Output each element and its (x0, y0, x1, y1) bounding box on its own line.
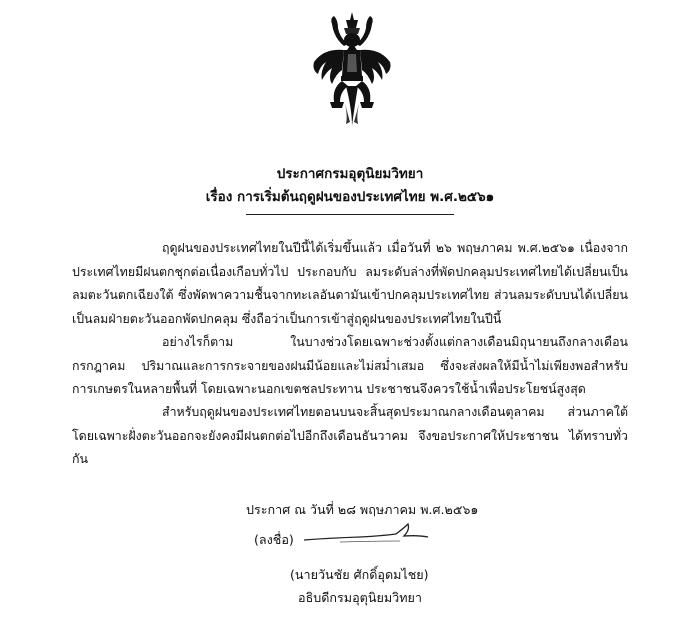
paragraph-3 (72, 400, 628, 471)
paragraph-3-text: สำหรับฤดูฝนของประเทศไทยตอนบนจะสิ้นสุดประมาณกลางเดือนตุลาคม ส่วนภาคใต้โดยเฉพาะฝั่งตะวันออกจะยังคงมีฝนตกต่อไปอีกถึงเดือนธันวาคม จึงขอประกาศให้ประชาชน ได้ทราบทั่วกัน (72, 404, 628, 466)
signatory-name: (นายวันชัย ศักดิ์อุดมไชย) (290, 567, 429, 582)
handwritten-signature (300, 520, 450, 554)
paragraph-2-text: อย่างไรก็ตาม ในบางช่วงโดยเฉพาะช่วงตั้งแต่กลางเดือนมิถุนายนถึงกลางเดือนกรกฎาคม ปริมาณและการกระจายของฝนมีน้อยและไม่สม่ำเสมอ ซึ่งจะส่งผลให้มีน้ำไม่เพียงพอสำหรับการเกษตรในหลายพื้นที่ โดยเฉพาะนอกเขตชลประทาน ประชาชนจึงควรใช้น้ำเพื่อประโยชน์สูงสุด (72, 334, 628, 396)
announcement-heading: ประกาศกรมอุตุนิยมวิทยา (276, 166, 424, 182)
paragraph-2 (72, 330, 628, 401)
announcement-subject: เรื่อง การเริ่มต้นฤดูฝนของประเทศไทย พ.ศ.๒๕๖๑ (205, 189, 495, 205)
signatory-position: อธิบดีกรมอุตุนิยมวิทยา (298, 590, 422, 605)
heading-divider (246, 214, 454, 215)
paragraph-1 (72, 236, 628, 330)
announcement-date: ประกาศ ณ วันที่ ๒๘ พฤษภาคม พ.ศ.๒๕๖๑ (246, 502, 479, 517)
paragraph-1-text: ฤดูฝนของประเทศไทยในปีนี้ได้เริ่มขึ้นแล้ว เมื่อวันที่ ๒๖ พฤษภาคม พ.ศ.๒๕๖๑ เนื่องจากประเทศไทยมีฝนตกชุกต่อเนื่องเกือบทั่วไป ประกอบกับ ลมระดับล่างที่พัดปกคลุมประเทศไทยได้เปลี่ยนเป็นลมตะวันตกเฉียงใต้ ซึ่งพัดพาความชื้นจากทะเลอันดามันเข้าปกคลุมประเทศไทย ส่วนลมระดับบนได้เปลี่ยนเป็นลมฝ่ายตะวันออกพัดปกคลุม ซึ่งถือว่าเป็นการเข้าสู่ฤดูฝนของประเทศไทยในปีนี้ (72, 240, 628, 326)
signature-label: (ลงชื่อ) (254, 532, 294, 547)
garuda-emblem (310, 10, 394, 128)
